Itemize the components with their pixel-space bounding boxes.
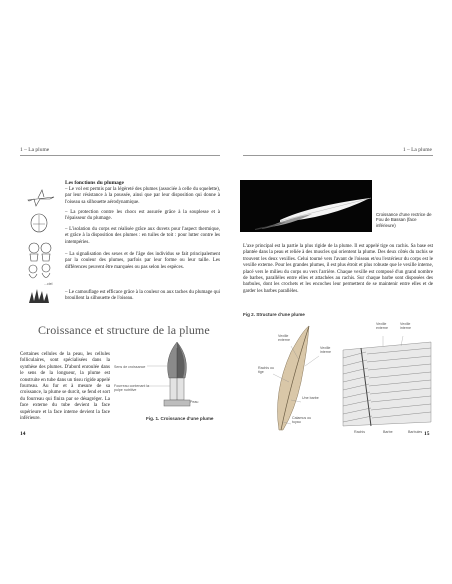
chapter-title: Croissance et structure de la plume [38, 323, 210, 337]
fig2-label-barbe: Barbe [383, 430, 393, 434]
running-head-right: 1 – La plume [402, 147, 432, 153]
feather-photo-shape [240, 180, 372, 232]
running-head-left: 1 – La plume [20, 147, 50, 153]
bird-label: ...ciel [44, 282, 53, 286]
fig1-label-sens: Sens de croissance [114, 365, 146, 369]
section-title: Les fonctions du plumage [65, 180, 124, 186]
fig2-label-une-barbe: Une barbe [302, 396, 319, 400]
birds-couple-illustration [24, 262, 56, 284]
header-rule-left [20, 155, 220, 156]
fig2-label-rachis: Rachis ou tige [258, 366, 274, 375]
fig2-label-vexille-interne: Vexille interne [320, 346, 331, 355]
header-rule-right [243, 155, 433, 156]
mittens-illustration [26, 240, 54, 262]
fig2-label-vexille-externe-2: Vexille externe [376, 322, 388, 331]
bullet-camouflage: – Le camouflage est efficace grâce à la couleur ou aux taches du plumage qui brouillent la silhouette de l'oiseau. [65, 290, 220, 302]
photo-caption: Croissance d'une rectrice de Fou de Bassan (face inférieure) [376, 212, 432, 228]
bullet-signalisation: – La signalisation des sexes et de l'âge des individus se fait principalement par la couleur des plumes, parfois par leur forme ou leur taille. Les différences peuvent être marquées ou pas selon les espèces. [65, 252, 220, 270]
plane-illustration [26, 188, 56, 208]
fig1-caption: Fig. 1. Croissance d'une plume [146, 416, 214, 421]
feather-structure-diagram [243, 322, 433, 434]
fig2-label-barbules: Barbules [408, 430, 423, 434]
bullet-vol: – Le vol est permis par la légèreté des plumes (associée à celle du squelette), par leur résistance à la poussée, ainsi que par leur disposition qui donne à l'oiseau sa silhouette aérodynamique. [65, 187, 220, 205]
feather-growth-diagram [152, 340, 202, 418]
fig2-label-calamus: Calamus ou tuyau [292, 416, 312, 425]
fig2-label-vexille-interne-2: Vexille interne [400, 322, 411, 331]
right-body: L'axe principal est la partie la plus rigide de la plume. Il est appelé tige ou rachis. Sa base est plantée dans la peau et reliée à des muscles qui orientent la plume. Des deux côtés du rachis se trouvent les deux vexilles. Celui tourné vers l'avant de l'oiseau et/ou l'extérieur du corps est le vexille externe. Pour les grandes plumes, il est plus étroit et plus robuste que le vexille interne, placé vers le milieu du corps ou vers l'arrière. Chaque vexille est composé d'un grand nombre de barbes, parallèles entre elles et attachées au rachis. Sur chaque barbe sont disposées des barbules, dont les crochets et les encoches leur permettent de se maintenir entre elles et de garder les barbes parallèles. [243, 244, 433, 294]
helmet-illustration [28, 212, 50, 236]
fig1-label-peau: Peau [190, 400, 199, 404]
page-number-right: 15 [424, 431, 430, 437]
feather-photo [240, 180, 372, 232]
bush-illustration [28, 288, 50, 304]
left-body: Certaines cellules de la peau, les cellules folliculaires, sont spécialisées dans la synthèse des plumes. D'abord enroulée dans le sens de la longueur, la plume est construite en tube dans un tissu rigide appelé fourreau. Au fur et à mesure de sa croissance, la plume se durcit, se fend et sort du fourreau qui finira par se désagréger. La face externe du tube devient la face supérieure et la face interne devient la face inférieure. [20, 352, 110, 422]
bullet-protection: – La protection contre les chocs est assurée grâce à la souplesse et à l'épaisseur du plumage. [65, 210, 220, 222]
fig1-label-fourreau: Fourreau contenant la pulpe nutritive [114, 384, 150, 393]
bullet-isolation: – L'isolation du corps est réalisée grâce aux duvets pour l'aspect thermique, et grâce à la disposition des plumes : en tuiles de toit : pour lutter contre les intempéries. [65, 227, 220, 245]
fig2-label-vexille-externe: Vexille externe [278, 334, 290, 343]
fig2-label-rachis-2: Rachis [354, 430, 365, 434]
fig2-caption: Fig 2. Structure d'une plume [243, 312, 305, 317]
page-number-left: 14 [20, 431, 26, 437]
